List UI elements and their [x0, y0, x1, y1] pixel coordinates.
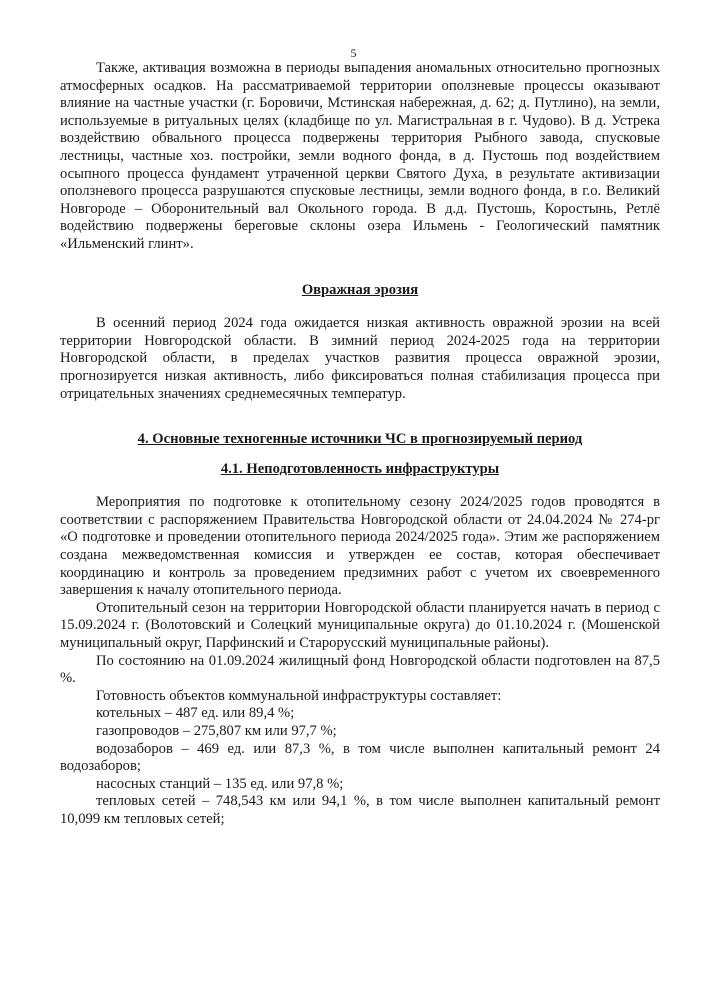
document-body — [60, 60, 660, 829]
readiness-item-heat-networks: тепловых сетей – 748,543 км или 94,1 %, в том числе выполнен капитальный ремонт 10,099 км тепловых сетей; — [60, 793, 660, 827]
ravine-erosion-paragraph: В осенний период 2024 года ожидается низкая активность овражной эрозии на всей территории Новгородской области. В зимний период 2024-2025 года на территории Новгородской области, в пределах участков развития процесса овражной эрозии, прогнозируется низкая активность, либо фиксироваться полная стабилизация процесса при отрицательных значениях среднемесячных температур. — [60, 315, 660, 402]
ravine-erosion-heading: Овражная эрозия — [301, 281, 419, 298]
section-4-1-heading: 4.1. Неподготовленность инфраструктуры — [220, 460, 500, 477]
readiness-item-water-intakes: водозаборов – 469 ед. или 87,3 %, в том числе выполнен капитальный ремонт 24 водозаборов; — [60, 740, 660, 775]
page-number: 5 — [350, 46, 357, 60]
heating-season-paragraph: Отопительный сезон на территории Новгородской области планируется начать в период с 15.09.2024 г. (Волотовский и Солецкий муниципальные округа) до 01.10.2024 г. (Мошенской муниципальный округ, Парфинский и Старорусский муниципальные районы). — [60, 599, 660, 652]
intro-paragraph: Также, активация возможна в периоды выпадения аномальных относительно прогнозных атмосферных осадков. На рассматриваемой территории оползневые процессы оказывают влияние на частные участки (г. Боровичи, Мстинская набережная, д. 62; д. Путлино), на земли, используемые в ритуальных целях (кладбище по ул. Магистральная в г. Чудово). В д. Устрека воздействию обвального процесса подвержены территория Рыбного завода, спусковые лестницы, частные хоз. постройки, земли водного фонда, в д. Пустошь под воздействием осыпного процесса фундамент утраченной церкви Святого Духа, в результате активизации оползневого процесса разрушаются спусковые лестницы, земли водного фонда, в г.о. Великий Новгороде – Оборонительный вал Окольного города. В д.д. Пустошь, Коростынь, Ретлё водействию подвержены береговые склоны озера Ильмень - Геологический памятник «Ильменский глинт». — [60, 60, 660, 252]
infrastructure-readiness-intro: Готовность объектов коммунальной инфраструктуры составляет: — [96, 687, 502, 704]
heating-preparation-paragraph: Мероприятия по подготовке к отопительному сезону 2024/2025 годов проводятся в соответствии с распоряжением Правительства Новгородской области от 24.04.2024 № 274-рг «О подготовке и проведении отопительного периода 2024/2025 года». Этим же распоряжением создана межведомственная комиссия и утвержден ее состав, которая обеспечивает координацию и контроль за проведением предзимних работ с учетом их своевременного завершения к началу отопительного периода. — [60, 494, 660, 599]
section-4-heading: 4. Основные техногенные источники ЧС в прогнозируемый период — [137, 431, 583, 448]
housing-readiness-paragraph: По состоянию на 01.09.2024 жилищный фонд Новгородской области подготовлен на 87,5 %. — [60, 652, 660, 687]
readiness-item-gas-pipelines: газопроводов – 275,807 км или 97,7 %; — [96, 723, 337, 739]
readiness-item-pump-stations: насосных станций – 135 ед. или 97,8 %; — [96, 775, 344, 792]
readiness-item-boilers: котельных – 487 ед. или 89,4 %; — [96, 705, 295, 722]
